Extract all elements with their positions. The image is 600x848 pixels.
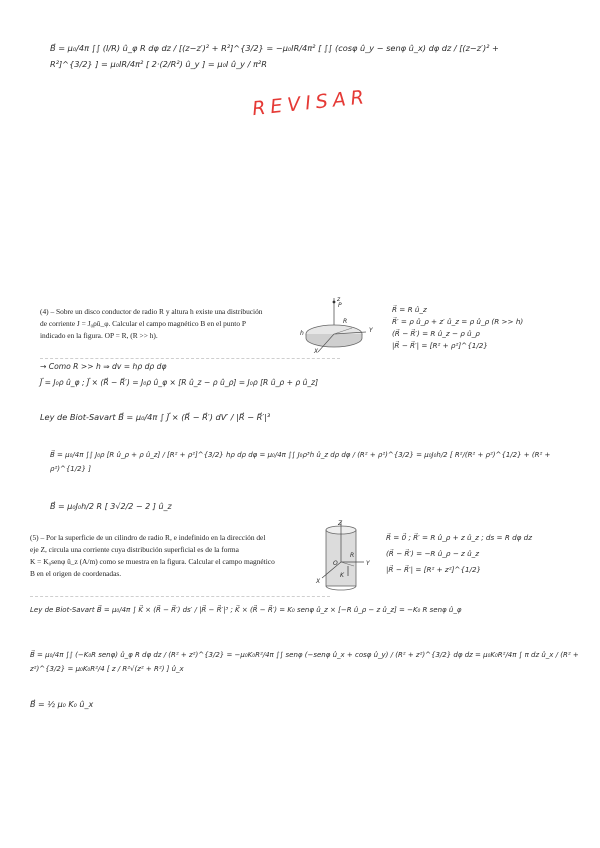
p4-label-y: Y [369,327,373,334]
problem4-statement [40,306,300,342]
p5-work-3: B⃗ = ½ μ₀ K₀ û_x [30,700,94,709]
problem5-line-3: K = K₀senφ û_z (A/m) como se muestra en la figura. Calcular el campo magnético [30,557,275,566]
cylinder-bottom [326,586,356,590]
problem4-line-2: de corriente J = J₀ρû_φ. Calcular el campo magnético B en el punto P [40,319,246,328]
p4-label-x: X [314,348,319,355]
p4-note-2: R⃗′ = ρ û_ρ + z′ û_z = ρ û_ρ (R >> h) [392,317,524,326]
p4-note-4: |R⃗ − R⃗′| = [R² + ρ²]^{1/2} [392,341,488,350]
p5-label-x: X [316,578,321,585]
p5-work-2: B⃗ = μ₀/4π ∫∫ (−K₀R senφ) û_φ R dφ dz / (R² + z²)^{3/2} = −μ₀K₀R²/4π ∫∫ senφ (−senφ û_x + cosφ û_y) / (R² + z²)^{3/2} dφ dz = μ₀K₀R²/4π ∫ π dz û_x / (R² + z²)^{3/2} = μ₀K₀R²/4 [ z / R²√(z² + R²) ] û_x [30,651,579,673]
p4-label-r: R [343,318,348,325]
problem5-side-notes [386,530,532,578]
problem5-line-2: eje Z, circula una corriente cuya distribución superficial es de la forma [30,545,239,554]
p4-work-1: → Como R >> h ⇒ dv = hρ dρ dφ [40,362,167,371]
problem5-line-1: (5) – Por la superficie de un cilindro de radio R, e indefinido en la dirección del [30,533,266,542]
problem4-separator [40,358,340,359]
p5-note-2: (R⃗ − R⃗′) = −R û_ρ − z û_z [386,549,479,558]
p4-label-z: z [337,296,341,303]
problem4-line-1: (4) – Sobre un disco conductor de radio R y altura h existe una distribución [40,307,263,316]
p4-label-h: h [300,330,304,337]
revisar-annotation: REVISAR [251,85,370,121]
top-equation [50,40,590,72]
p4-note-1: R⃗ = R û_z [392,305,427,314]
point-p [333,301,336,304]
problem5-separator [30,596,330,597]
problem5-statement [30,532,310,580]
disk-edge [306,334,362,347]
top-equation-text: B⃗ = μ₀/4π ∫∫ (I/R) û_φ R dφ dz / [(z−z′)² + R²]^{3/2} = −μ₀IR/4π² [ ∫∫ (cosφ û_y − senφ û_x) dφ dz / [(z−z′)² + R²]^{3/2} ] = μ₀IR/4π² [ 2·(2/R²) û_y ] = μ₀I û_y / π²R [50,43,499,69]
problem5-line-4: B en el origen de coordenadas. [30,569,122,578]
p4-work-2: J⃗ = J₀ρ û_φ ; J⃗ × (R⃗ − R⃗′) = J₀ρ û_φ × [R û_z − ρ û_ρ] = J₀ρ [R û_ρ + ρ û_z] [40,378,319,387]
p5-note-3: |R⃗ − R⃗′| = [R² + z²]^{1/2} [386,565,482,574]
p4-work-4: B⃗ = μ₀/4π ∫∫ J₀ρ [R û_ρ + ρ û_z] / [R² + ρ²]^{3/2} hρ dρ dφ = μ₀/4π ∫∫ J₀ρ³h û_z dρ dφ / (R² + ρ²)^{3/2} = μ₀J₀h/2 [ R²/(R² + ρ²)^{1/2} + (R² + ρ²)^{1/2} ] [50,451,551,473]
p5-note-1: R⃗ = 0⃗ ; R⃗′ = R û_ρ + z û_z ; ds = R dφ dz [386,533,533,542]
p4-work-3: Ley de Biot-Savart B⃗ = μ₀/4π ∫ J⃗ × (R⃗ − R⃗′) dV′ / |R⃗ − R⃗′|³ [40,412,271,422]
p4-work-5: B⃗ = μ₀J₀h/2 R [ 3√2/2 − 2 ] û_z [50,502,172,511]
p5-label-o: O [333,560,338,567]
p5-label-k: K [340,572,344,579]
p5-work-1: Ley de Biot-Savart B⃗ = μ₀/4π ∫ K⃗ × (R⃗ − R⃗′) ds′ / |R⃗ − R⃗′|³ ; K⃗ × (R⃗ − R⃗′) = K₀ senφ û_z × [−R û_ρ − z û_z] = −K₀ R senφ û_φ [30,606,462,614]
problem5-cylinder-figure [318,522,368,594]
p5-label-r: R [350,552,355,559]
problem4-side-notes [392,304,523,352]
p4-label-p: P [338,302,342,309]
p4-note-3: (R⃗ − R⃗′) = R û_z − ρ û_ρ [392,329,480,338]
problem4-line-3: indicado en la figura. OP = R, (R >> h). [40,331,158,340]
p5-label-y: Y [366,560,370,567]
p5-label-z: Z [338,520,343,527]
